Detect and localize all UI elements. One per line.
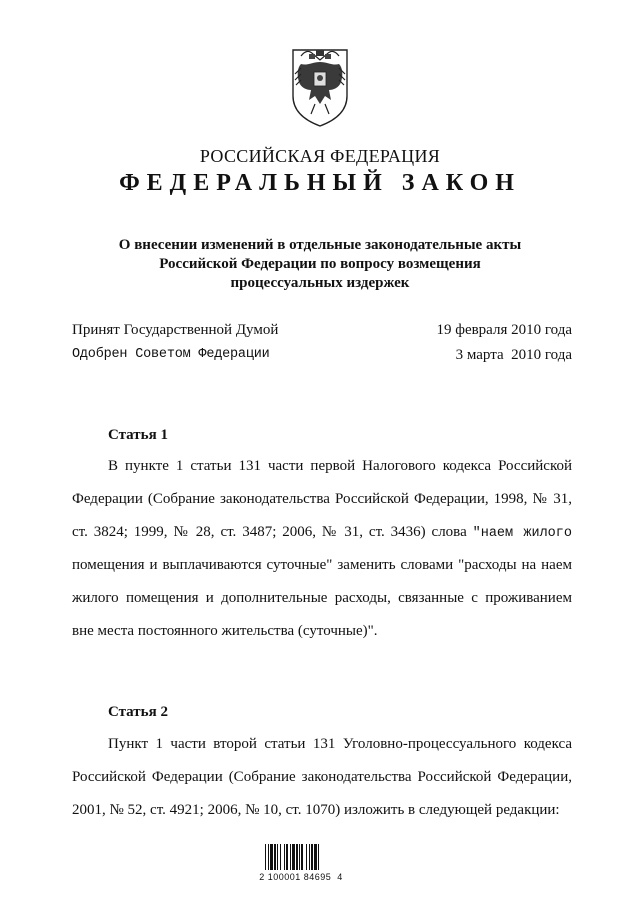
council-approval-date: 3 марта 2010 года: [455, 347, 572, 363]
country-heading: РОССИЙСКАЯ ФЕДЕРАЦИЯ: [199, 146, 441, 166]
article-1-heading: Статья 1: [108, 427, 168, 443]
duma-adoption-date: 19 февраля 2010 года: [436, 322, 572, 338]
barcode-bar: [311, 844, 313, 870]
text-line: жилого помещения и дополнительные расходы, связанные с проживанием: [72, 590, 572, 606]
law-title-line: процессуальных издержек: [230, 275, 410, 291]
barcode-bar: [292, 844, 295, 870]
text-line: Российской Федерации (Собрание законодательства Российской Федерации,: [72, 769, 572, 785]
barcode-bar: [286, 844, 288, 870]
law-type-heading: ФЕДЕРАЛЬНЫЙ ЗАКОН: [119, 170, 521, 196]
barcode-bar: [290, 844, 291, 870]
barcode-bar: [309, 844, 310, 870]
barcode-bar: [284, 844, 285, 870]
barcode-bar: [277, 844, 278, 870]
text-line: помещения и выплачиваются суточные" заменить словами "расходы на наем: [72, 557, 572, 573]
barcode-bar: [318, 844, 319, 870]
text-line: Федерации (Собрание законодательства Российской Федерации, 1998, № 31,: [72, 491, 572, 507]
law-title-line: О внесении изменений в отдельные законодательные акты: [118, 237, 522, 253]
text-line: ст. 3824; 1999, № 28, ст. 3487; 2006, № 31, ст. 3436) слова "наем жилого: [72, 524, 572, 541]
barcode-bar: [268, 844, 269, 870]
law-title-line: Российской Федерации по вопросу возмещения: [159, 256, 481, 272]
barcode-bar: [280, 844, 281, 870]
barcode-bar: [299, 844, 300, 870]
barcode-bar: [301, 844, 303, 870]
barcode-bar: [296, 844, 298, 870]
barcode-bar: [306, 844, 307, 870]
barcode-bar: [265, 844, 266, 870]
text-line: 2001, № 52, ст. 4921; 2006, № 10, ст. 1070) изложить в следующей редакции:: [72, 802, 560, 818]
russian-coat-of-arms-icon: [287, 44, 353, 128]
text-line: Пункт 1 части второй статьи 131 Уголовно-процессуального кодекса: [108, 736, 572, 752]
barcode-bar: [314, 844, 317, 870]
barcode-bar: [274, 844, 276, 870]
barcode-number: 2 100001 84695 4: [259, 872, 343, 882]
duma-adoption-label: Принят Государственной Думой: [72, 322, 279, 338]
law-title: [60, 236, 580, 293]
text-line: В пункте 1 статьи 131 части первой Налогового кодекса Российской: [108, 458, 572, 474]
barcode-bar: [270, 844, 273, 870]
text-line: вне места постоянного жительства (суточные)".: [72, 623, 378, 639]
article-2-heading: Статья 2: [108, 704, 168, 720]
council-approval-label: Одобрен Советом Федерации: [72, 347, 270, 362]
